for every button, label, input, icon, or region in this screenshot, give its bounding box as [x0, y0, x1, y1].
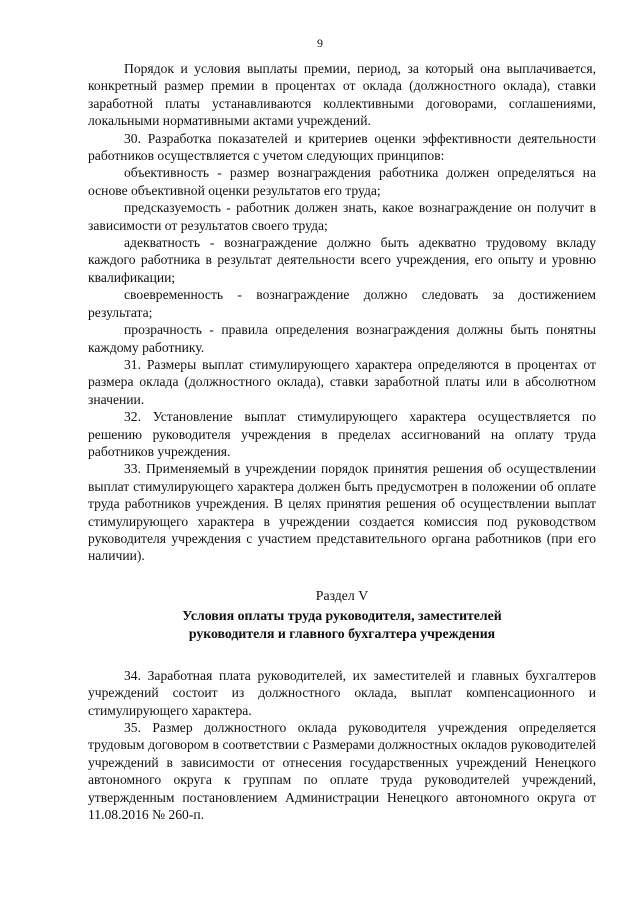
- paragraph-30: 30. Разработка показателей и критериев оценки эффективности деятельности работников осуществляется с учетом следующих принципов:: [88, 130, 596, 164]
- document-body: [88, 60, 596, 823]
- paragraph-33: 33. Применяемый в учреждении порядок принятия решения об осуществлении выплат стимулирующего характера должен быть предусмотрен в положении об оплате труда работников учреждения. В целях принятия решения об осуществлении выплат стимулирующего характера в учреждении создается комиссия под руководством руководителя учреждения с участием представительного органа работников (при его наличии).: [88, 461, 596, 564]
- section-number: Раздел V: [315, 587, 369, 603]
- paragraph-32: 32. Установление выплат стимулирующего характера осуществляется по решению руководителя учреждения в пределах ассигнований на оплату труда работников учреждения.: [88, 409, 596, 459]
- paragraph-34: 34. Заработная плата руководителей, их заместителей и главных бухгалтеров учреждений состоит из должностного оклада, выплат компенсационного и стимулирующего характера.: [88, 667, 596, 718]
- principle-timeliness: своевременность - вознаграждение должно следовать за достижением результата;: [88, 287, 596, 320]
- paragraph-bonus-order: Порядок и условия выплаты премии, период, за который она выплачивается, конкретный размер премии в процентах от оклада (должностного оклада), ставки заработной платы устанавливаются коллективными договорами, соглашениями, локальными нормативными актами учреждений.: [88, 61, 596, 129]
- principle-objectivity: объективность - размер вознаграждения работника должен определяться на основе объективной оценки результатов его труда;: [88, 165, 596, 198]
- principle-adequacy: адекватность - вознаграждение должно быть адекватно трудовому вкладу каждого работника в результат деятельности всего учреждения, его опыту и уровню квалификации;: [88, 235, 596, 285]
- section-title-line-2: руководителя и главного бухгалтера учреждения: [188, 625, 496, 641]
- paragraph-35: 35. Размер должностного оклада руководителя учреждения определяется трудовым договором в соответствии с Размерами должностных окладов руководителей учреждений в зависимости от отнесения государственных учреждений Ненецкого автономного округа к группам по оплате труда руководителей учреждений, утвержденным постановлением Администрации Ненецкого автономного округа от 11.08.2016 № 260-п.: [88, 720, 596, 823]
- section-title: [88, 607, 596, 643]
- paragraph-31: 31. Размеры выплат стимулирующего характера определяются в процентах от размера оклада (должностного оклада), ставки заработной платы или в абсолютном значении.: [88, 356, 596, 407]
- section-title-line-1: Условия оплаты труда руководителя, заместителей: [182, 607, 502, 623]
- principle-transparency: прозрачность - правила определения вознаграждения должны быть понятны каждому работнику.: [88, 322, 596, 355]
- page-number: 9: [317, 36, 323, 50]
- principle-predictability: предсказуемость - работник должен знать, какое вознаграждение он получит в зависимости от результатов своего труда;: [88, 200, 596, 233]
